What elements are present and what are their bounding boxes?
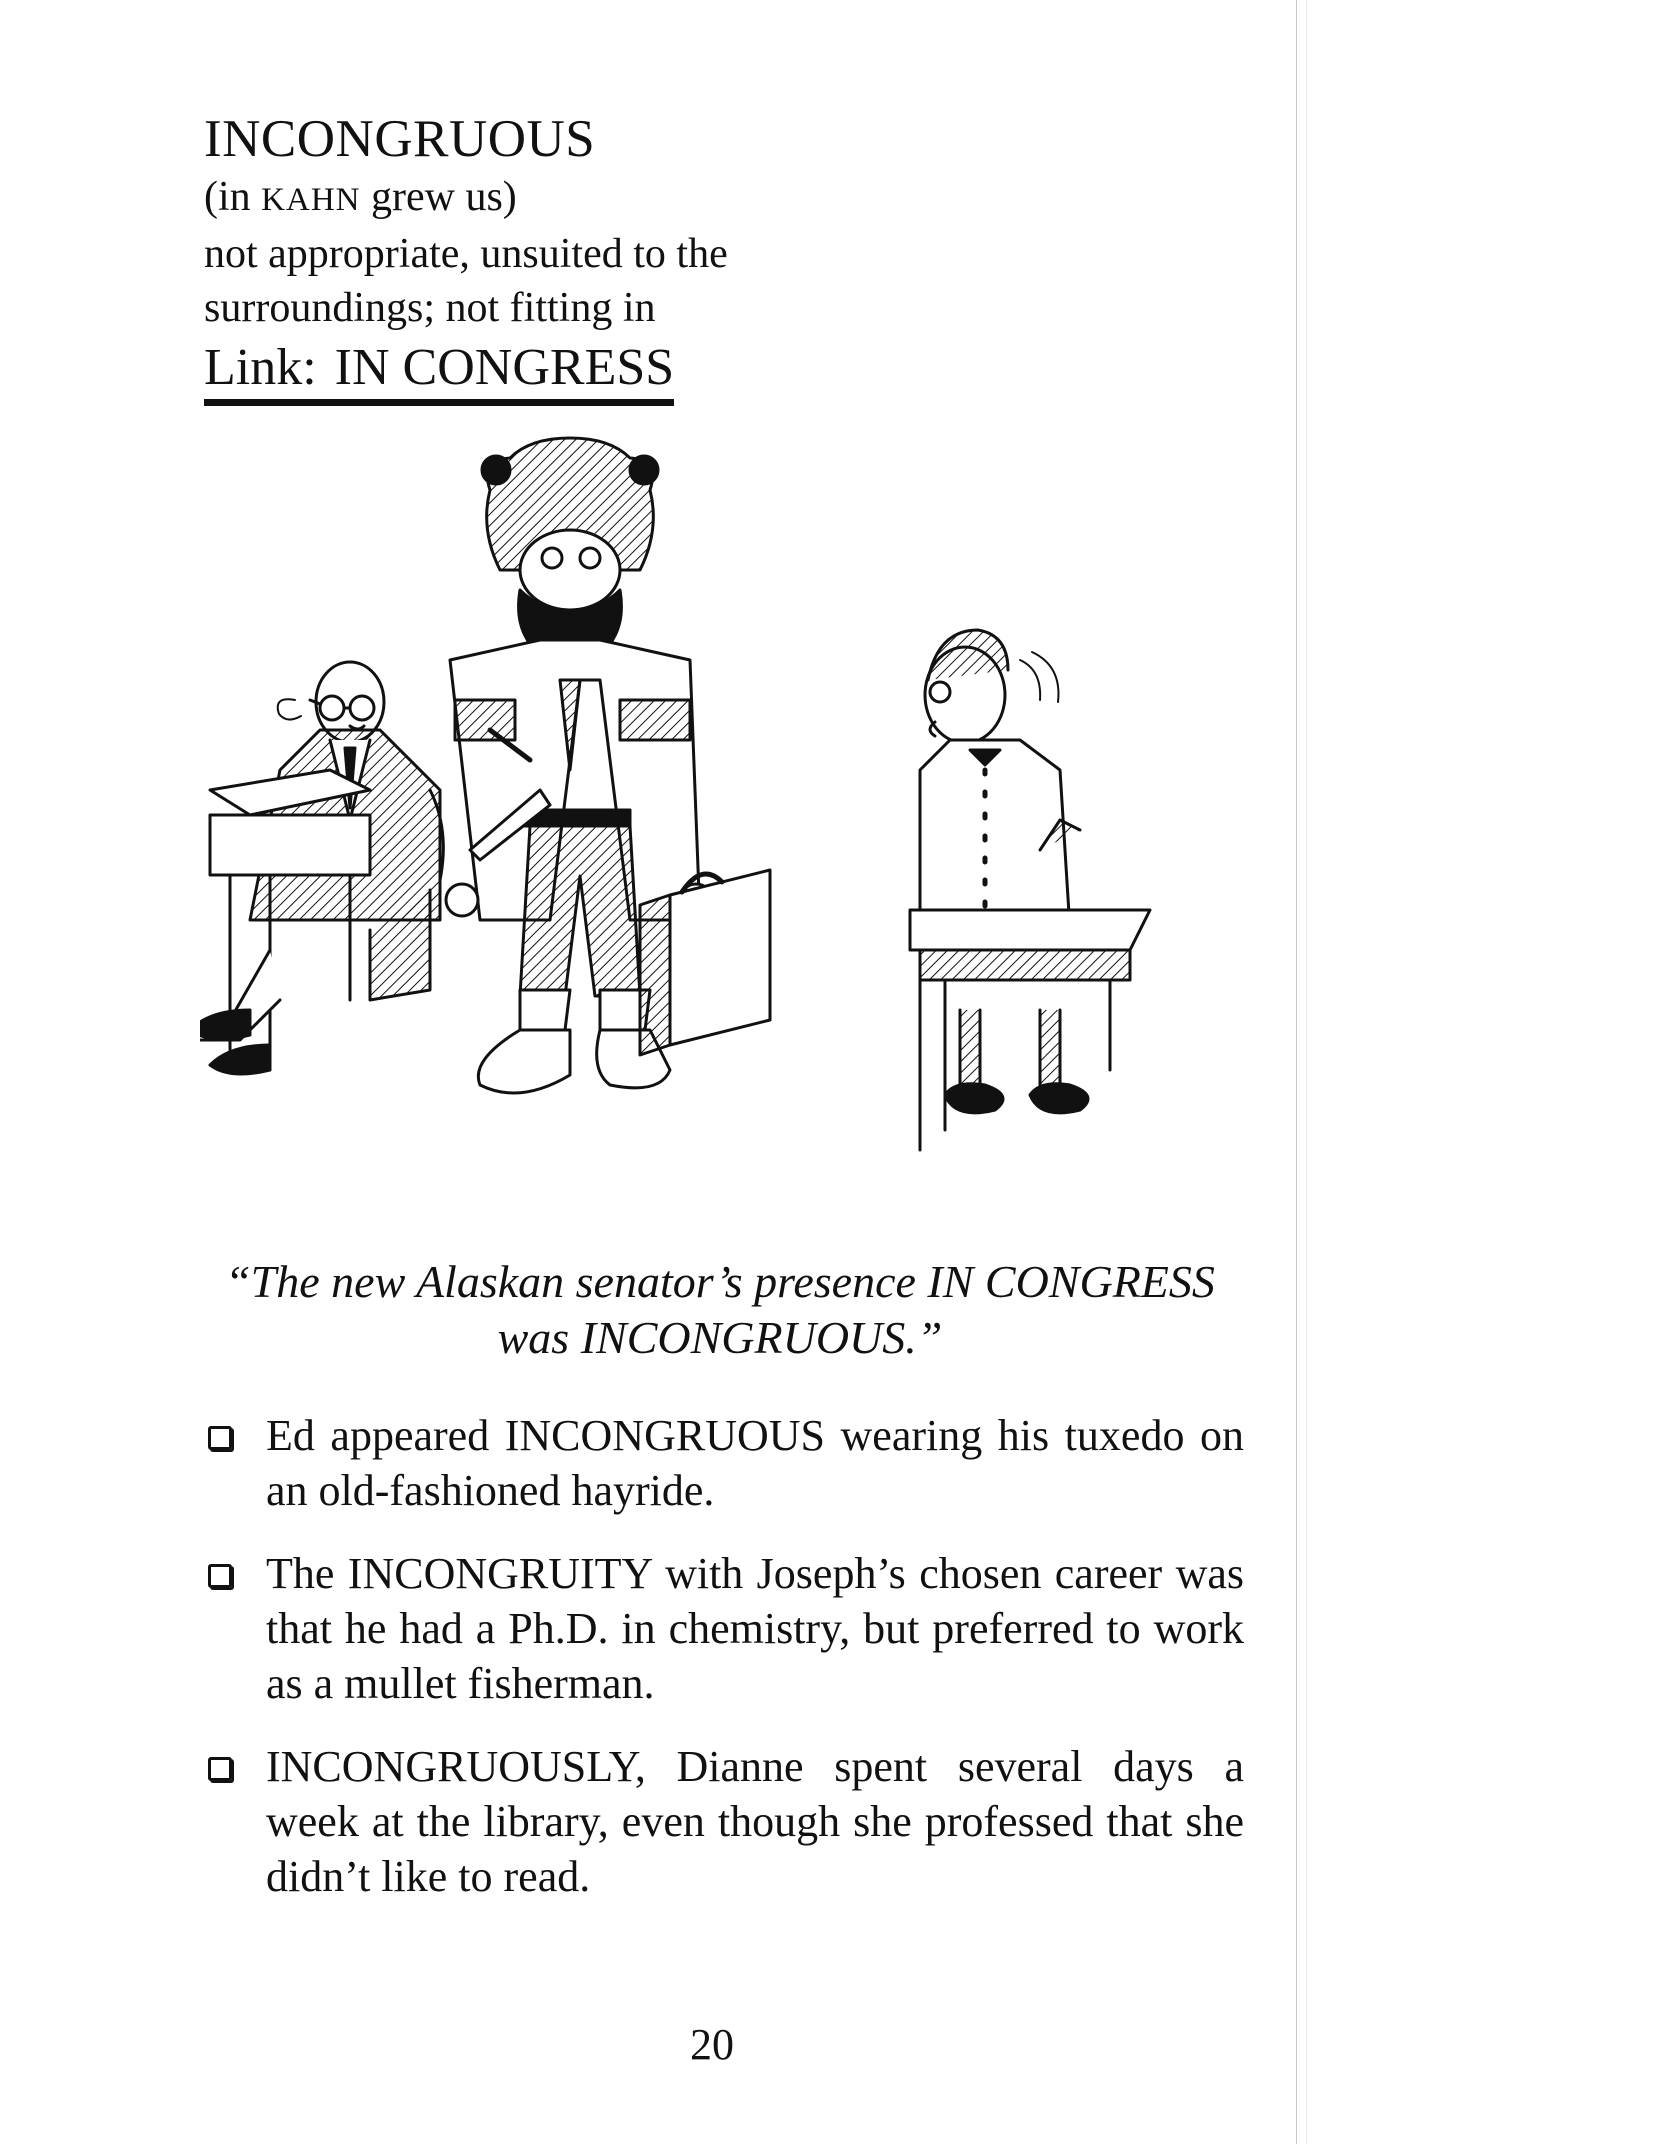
pronunciation-open: (in	[204, 174, 262, 220]
link-line	[204, 337, 674, 406]
definition-line: not appropriate, unsuited to the	[204, 231, 728, 277]
link-word: IN CONGRESS	[334, 339, 675, 396]
checkbox-icon	[208, 1757, 232, 1781]
pronunciation-rest: grew us)	[360, 174, 517, 220]
entry-word: INCONGRUOUS	[204, 110, 596, 168]
example-text: Ed appeared INCONGRUOUS wearing his tuxedo on an old-fashioned hayride.	[266, 1411, 1244, 1515]
example-list	[204, 1408, 1244, 1932]
pronunciation	[204, 170, 1104, 227]
cartoon-illustration	[200, 430, 1260, 1230]
example-item	[204, 1546, 1244, 1711]
page-edge-line	[1306, 0, 1307, 2144]
pronunciation-stress: KAHN	[261, 182, 361, 218]
page-number: 20	[690, 2020, 734, 2069]
link-label: Link:	[204, 339, 317, 396]
caption-line: was INCONGRUOUS.”	[497, 1312, 943, 1363]
checkbox-icon	[208, 1426, 232, 1450]
alaskan-senator-figure	[446, 438, 770, 1093]
example-text: The INCONGRUITY with Joseph’s chosen career was that he had a Ph.D. in chemistry, but preferred to work as a mullet fisherman.	[266, 1549, 1244, 1708]
caption-line: “The new Alaskan senator’s presence IN CONGRESS	[225, 1256, 1215, 1307]
definition-line: surroundings; not fitting in	[204, 285, 656, 331]
example-text: INCONGRUOUSLY, Dianne spent several days a week at the library, even though she professed that she didn’t like to read.	[266, 1742, 1244, 1901]
cartoon-caption	[190, 1254, 1250, 1366]
bald-senator-figure	[200, 662, 443, 1074]
entry-header	[204, 108, 1104, 406]
page-edge-line	[1296, 0, 1297, 2144]
surprised-senator-figure	[910, 630, 1150, 1150]
example-item	[204, 1739, 1244, 1904]
checkbox-icon	[208, 1564, 232, 1588]
example-item	[204, 1408, 1244, 1518]
